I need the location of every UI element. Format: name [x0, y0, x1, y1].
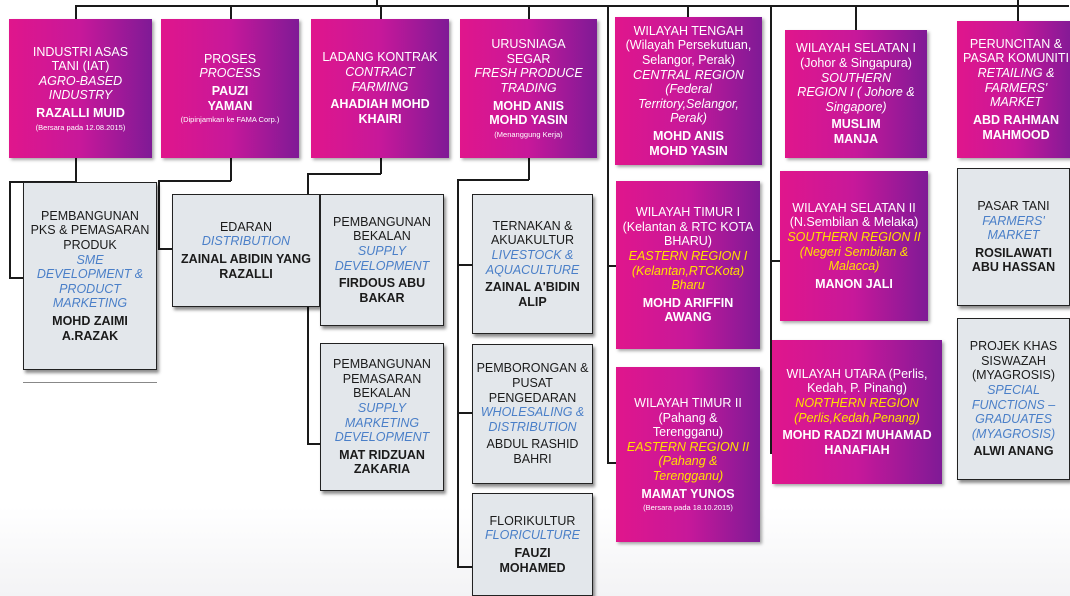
- connector-line: [380, 5, 382, 19]
- connector-line: [607, 265, 616, 267]
- org-unit-box: [616, 181, 760, 349]
- unit-note: (Menanggung Kerja): [494, 129, 563, 139]
- unit-english-title: SOUTHERN REGION I ( Johore & Singapore): [797, 70, 915, 114]
- org-unit-box: [460, 19, 597, 158]
- connector-line: [687, 5, 689, 17]
- connector-line: [770, 260, 780, 262]
- unit-malay-title: FLORIKULTUR: [489, 513, 576, 528]
- connector-line: [76, 5, 1069, 7]
- unit-english-title: DISTRIBUTION: [201, 234, 291, 249]
- connector-line: [9, 181, 11, 278]
- unit-head-name: ABDUL RASHID BAHRI: [486, 437, 579, 467]
- unit-head-name: RAZALLI MUID: [36, 106, 125, 121]
- unit-english-title: SME DEVELOPMENT & PRODUCT MARKETING: [36, 252, 144, 311]
- connector-line: [307, 173, 381, 175]
- org-unit-box: [615, 17, 762, 165]
- unit-malay-title: WILAYAH TENGAH (Wilayah Persekutuan, Selangor, Perak): [625, 23, 752, 67]
- unit-head-name: ZAINAL A'BIDIN ALIP: [485, 280, 580, 309]
- unit-malay-title: PEMBORONGAN & PUSAT PENGEDARAN: [476, 361, 589, 405]
- unit-malay-title: WILAYAH TIMUR I (Kelantan & RTC KOTA BHARU): [622, 205, 754, 249]
- connector-line: [230, 5, 232, 19]
- org-unit-box: [780, 171, 928, 321]
- unit-head-name: ALWI ANANG: [973, 444, 1054, 459]
- connector-line: [607, 5, 609, 463]
- connector-line: [528, 5, 530, 19]
- unit-english-title: SUPPLY DEVELOPMENT: [334, 243, 430, 273]
- unit-english-title: SUPPLY MARKETING DEVELOPMENT: [334, 400, 430, 445]
- connector-line: [158, 180, 160, 249]
- connector-line: [457, 179, 529, 181]
- unit-head-name: MAMAT YUNOS: [641, 486, 735, 501]
- unit-head-name: MOHD ANIS MOHD YASIN: [649, 129, 728, 158]
- unit-head-name: MUSLIM MANJA: [831, 117, 881, 147]
- unit-english-title: EASTERN REGION I (Kelantan,RTCKota) Bharu: [628, 248, 748, 293]
- unit-head-name: MOHD RADZI MUHAMAD HANAFIAH: [782, 428, 932, 457]
- org-unit-box: [161, 19, 299, 158]
- org-unit-box: [9, 19, 152, 158]
- unit-malay-title: INDUSTRI ASAS TANI (IAT): [32, 44, 129, 74]
- unit-head-name: FIRDOUS ABU BAKAR: [338, 276, 426, 305]
- unit-malay-title: WILAYAH TIMUR II (Pahang & Terengganu): [634, 395, 742, 440]
- unit-malay-title: PASAR TANI: [977, 198, 1050, 213]
- unit-english-title: LIVESTOCK & AQUACULTURE: [485, 247, 580, 277]
- unit-english-title: PROCESS: [199, 66, 261, 81]
- unit-head-name: ROSILAWATI ABU HASSAN: [971, 245, 1056, 275]
- unit-head-name: MOHD ARIFFIN AWANG: [642, 295, 734, 325]
- unit-head-name: PAUZI YAMAN: [207, 84, 253, 113]
- unit-malay-title: EDARAN: [219, 219, 273, 234]
- connector-line: [376, 0, 378, 6]
- org-unit-box: [320, 343, 444, 491]
- connector-line: [75, 158, 77, 183]
- connector-line: [9, 277, 23, 279]
- connector-line: [158, 180, 231, 182]
- unit-head-name: MAT RIDZUAN ZAKARIA: [339, 447, 425, 477]
- unit-head-name: AHADIAH MOHD KHAIRI: [330, 97, 430, 126]
- org-unit-box: [957, 21, 1070, 158]
- connector-line: [457, 179, 459, 567]
- org-unit-box: [472, 344, 593, 484]
- unit-english-title: FARMERS' MARKET: [982, 213, 1045, 243]
- unit-malay-title: URUSNIAGA SEGAR: [491, 37, 566, 66]
- unit-note: (Bersara pada 12.08.2015): [35, 122, 126, 132]
- unit-malay-title: WILAYAH SELATAN II (N.Sembilan & Melaka): [789, 200, 919, 230]
- unit-malay-title: TERNAKAN & AKUAKULTUR: [490, 218, 575, 248]
- unit-note: (Bersara pada 18.10.2015): [643, 503, 733, 513]
- unit-malay-title: WILAYAH SELATAN I (Johor & Singapura): [796, 41, 916, 70]
- org-unit-box: [320, 194, 444, 326]
- unit-english-title: NORTHERN REGION (Perlis,Kedah,Penang): [794, 395, 920, 425]
- unit-english-title: CENTRAL REGION (Federal Territory,Selangor, Perak): [633, 67, 744, 126]
- unit-malay-title: PEMBANGUNAN BEKALAN: [333, 214, 431, 244]
- unit-malay-title: PROSES: [203, 51, 257, 66]
- unit-english-title: RETAILING & FARMERS' MARKET: [977, 66, 1055, 110]
- org-unit-box: [772, 340, 942, 484]
- connector-line: [230, 158, 232, 181]
- unit-english-title: SPECIAL FUNCTIONS – GRADUATES (MYAGROSIS): [971, 382, 1056, 441]
- connector-line: [1017, 0, 1019, 21]
- connector-line: [528, 158, 530, 180]
- unit-malay-title: LADANG KONTRAK: [322, 50, 438, 65]
- org-unit-box: [472, 493, 593, 596]
- unit-malay-title: PEMBANGUNAN PKS & PEMASARAN PRODUK: [30, 208, 150, 252]
- connector-line: [457, 264, 472, 266]
- org-unit-box: [472, 194, 593, 334]
- connector-line: [855, 5, 857, 30]
- unit-english-title: SOUTHERN REGION II (Negeri Sembilan & Malacca): [787, 229, 921, 274]
- unit-malay-title: PERUNCITAN & PASAR KOMUNITI: [962, 36, 1070, 66]
- unit-malay-title: PROJEK KHAS SISWAZAH (MYAGROSIS): [969, 339, 1058, 383]
- unit-english-title: EASTERN REGION II (Pahang & Terengganu): [626, 439, 750, 484]
- org-unit-box: [23, 182, 157, 370]
- unit-malay-title: PEMBANGUNAN PEMASARAN BEKALAN: [333, 357, 431, 401]
- divider: [23, 382, 157, 383]
- connector-line: [607, 462, 616, 464]
- org-unit-box: [957, 318, 1070, 480]
- unit-head-name: ZAINAL ABIDIN YANG RAZALLI: [181, 252, 311, 281]
- connector-line: [457, 566, 472, 568]
- unit-malay-title: WILAYAH UTARA (Perlis, Kedah, P. Pinang): [786, 366, 928, 396]
- unit-english-title: FLORICULTURE: [485, 528, 580, 543]
- unit-head-name: MANON JALI: [815, 276, 893, 291]
- unit-english-title: CONTRACT FARMING: [345, 65, 415, 94]
- connector-line: [158, 248, 172, 250]
- org-unit-box: [172, 194, 320, 307]
- connector-line: [457, 412, 472, 414]
- org-unit-box: [616, 367, 760, 542]
- org-unit-box: [957, 168, 1070, 306]
- unit-head-name: FAUZI MOHAMED: [499, 546, 566, 575]
- org-unit-box: [785, 30, 927, 158]
- unit-note: (Dipinjamkan ke FAMA Corp.): [180, 115, 280, 125]
- unit-english-title: FRESH PRODUCE TRADING: [474, 66, 583, 96]
- connector-line: [307, 443, 320, 445]
- unit-english-title: WHOLESALING & DISTRIBUTION: [480, 405, 585, 434]
- org-unit-box: [311, 19, 449, 158]
- connector-line: [75, 5, 77, 19]
- connector-line: [380, 158, 382, 174]
- unit-english-title: AGRO-BASED INDUSTRY: [38, 73, 123, 103]
- unit-head-name: MOHD ANIS MOHD YASIN: [489, 98, 568, 128]
- unit-head-name: ABD RAHMAN MAHMOOD: [972, 112, 1060, 142]
- unit-head-name: MOHD ZAIMI A.RAZAK: [52, 314, 128, 343]
